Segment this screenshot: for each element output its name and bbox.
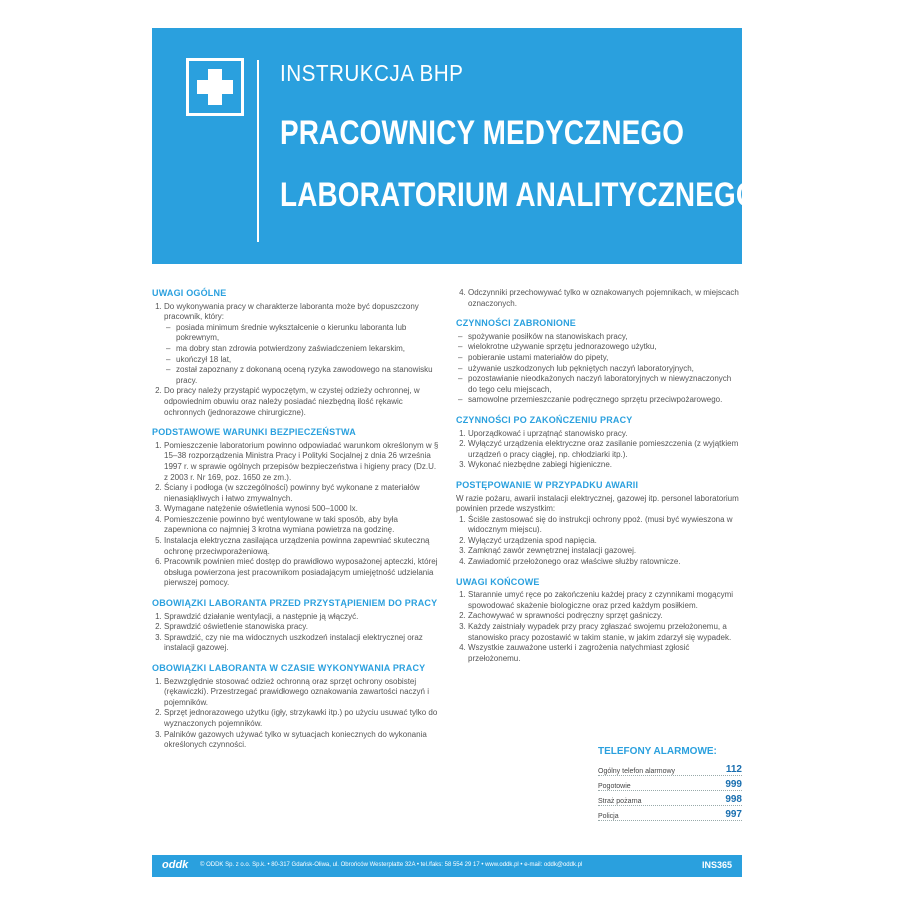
list-item: – wielokrotne używanie sprzętu jednorazowego użytku,: [468, 342, 742, 353]
list-item: 3. Wykonać niezbędne zabiegi higieniczne.: [468, 460, 742, 471]
section-final-notes: [456, 577, 742, 665]
footer-bar: [152, 855, 742, 877]
list-item: 4. Odczynniki przechowywać tylko w oznakowanych pojemnikach, w miejscach oznaczonych.: [468, 288, 742, 309]
list-item: – samowolne przemieszczanie podręcznego sprzętu przeciwpożarowego.: [468, 395, 742, 406]
brand-logo: oddk: [162, 859, 189, 871]
page-title-line-1: PRACOWNICY MEDYCZNEGO: [280, 114, 685, 152]
emergency-phones: [598, 746, 742, 821]
section-heading: UWAGI KOŃCOWE: [456, 576, 540, 587]
list-item: 5. Instalacja elektryczna zasilająca urządzenia powinna zapewniać skuteczną ochronę przeciwporażeniową.: [164, 536, 440, 557]
list-item: 1. Starannie umyć ręce po zakończeniu każdej pracy z czynnikami mogącymi spowodować skażenie biologiczne oraz przed każdym posiłkiem.: [468, 590, 742, 611]
list-item: – posiada minimum średnie wykształcenie o kierunku laboranta lub pokrewnym,: [176, 323, 440, 344]
list-item: – został zapoznany z dokonaną oceną ryzyka zawodowego na stanowisku pracy.: [176, 365, 440, 386]
list-item: 3. Sprawdzić, czy nie ma widocznych uszkodzeń instalacji elektrycznej oraz instalacji gazowej.: [164, 633, 440, 654]
phone-label: Straż pożarna: [598, 798, 642, 805]
list-item: 2. Ściany i podłoga (w szczególności) powinny być wykonane z materiałów nienasiąkliwych i łatwo zmywalnych.: [164, 483, 440, 504]
phone-number: 999: [725, 779, 742, 790]
list-item: 3. Każdy zaistniały wypadek przy pracy zgłaszać swojemu przełożonemu, a stanowisko pracy pozostawić w takim stanie, w jakim zdarzył się wypadek.: [468, 622, 742, 643]
phone-row: [598, 791, 742, 806]
phones-title: TELEFONY ALARMOWE:: [598, 746, 717, 757]
section-emergency: [456, 480, 742, 568]
header-banner: [152, 28, 758, 264]
section-intro: W razie pożaru, awarii instalacji elektrycznej, gazowej itp. personel laboratorium powinien przede wszystkim:: [456, 493, 739, 514]
list-item: – ma dobry stan zdrowia potwierdzony zaświadczeniem lekarskim,: [176, 344, 440, 355]
list-item: 6. Pracownik powinien mieć dostęp do prawidłowo wyposażonej apteczki, której obsługa powierzona jest pracownikom posiadającym umiejętność udzielania pierwszej pomocy.: [164, 557, 440, 589]
section-heading: POSTĘPOWANIE W PRZYPADKU AWARII: [456, 479, 639, 490]
right-column: [456, 288, 742, 673]
first-aid-cross-icon: [186, 58, 244, 116]
section-prohibited: [456, 318, 742, 406]
phone-label: Pogotowie: [598, 783, 631, 790]
phone-label: Policja: [598, 813, 619, 820]
list-item: 2. Wyłączyć urządzenia elektryczne oraz zasilanie pomieszczenia (z wyjątkiem urządzeń o pracy ciągłej, np. chłodziarki itp.).: [468, 439, 742, 460]
list-item: 1. Sprawdzić działanie wentylacji, a następnie ją włączyć.: [164, 612, 440, 623]
list-item: 4. Pomieszczenie powinno być wentylowane w taki sposób, aby była zapewniona co najmniej 3 krotna wymiana powietrza na godzinę.: [164, 515, 440, 536]
section-heading: OBOWIĄZKI LABORANTA PRZED PRZYSTĄPIENIEM DO PRACY: [152, 598, 438, 609]
list-item: 1. Do wykonywania pracy w charakterze laboranta może być dopuszczony pracownik, który: – posiada minimum średnie wykształcenie o kierunku laboranta lub pokrewnym, – ma dobry stan zdrowia potwierdzony zaświadczeniem lekarskim, – ukończył 18 lat, – został zapoznany z dokonaną oceną ryzyka zawodowego na stanowisku pracy.: [164, 302, 440, 387]
phone-row: [598, 761, 742, 776]
list-item: 2. Sprawdzić oświetlenie stanowiska pracy.: [164, 622, 440, 633]
phone-row: [598, 776, 742, 791]
section-during-work-continued: [456, 288, 742, 309]
section-safety-conditions: [152, 427, 440, 589]
section-before-work: [152, 598, 440, 654]
phone-label: Ogólny telefon alarmowy: [598, 768, 676, 775]
list-item: 1. Bezwzględnie stosować odzież ochronną oraz sprzęt ochrony osobistej (rękawiczki). Przestrzegać prawidłowego oznakowania zawartości naczyń i pojemników.: [164, 677, 440, 709]
list-item: 2. Sprzęt jednorazowego użytku (igły, strzykawki itp.) po użyciu usuwać tylko do wyznaczonych pojemników.: [164, 708, 440, 729]
section-after-work: [456, 415, 742, 471]
list-item: 2. Do pracy należy przystąpić wypoczętym, w czystej odzieży ochronnej, w odpowiednim obuwiu oraz należy posiadać niezbędną ilość rękawic ochronnych (jednorazowe chirurgiczne).: [164, 386, 440, 418]
list-item: 4. Wszystkie zauważone usterki i zagrożenia natychmiast zgłosić przełożonemu.: [468, 643, 742, 664]
phone-number: 997: [725, 809, 742, 820]
list-item: 4. Zawiadomić przełożonego oraz właściwe służby ratownicze.: [468, 557, 742, 568]
list-item: – używanie uszkodzonych lub pękniętych naczyń laboratoryjnych,: [468, 364, 742, 375]
header-divider: [257, 60, 259, 242]
phone-number: 998: [725, 794, 742, 805]
list-item: 2. Zachowywać w sprawności podręczny sprzęt gaśniczy.: [468, 611, 742, 622]
page-title-line-2: LABORATORIUM ANALITYCZNEGO: [280, 176, 758, 214]
document-code: INS365: [701, 860, 732, 870]
section-heading: PODSTAWOWE WARUNKI BEZPIECZEŃSTWA: [152, 427, 356, 438]
phone-number: 112: [725, 764, 742, 775]
header-kicker: INSTRUKCJA BHP: [280, 60, 464, 86]
list-item: 3. Wymagane natężenie oświetlenia wynosi 500–1000 lx.: [164, 504, 440, 515]
list-item: 1. Uporządkować i uprzątnąć stanowisko pracy.: [468, 429, 742, 440]
footer-contact: © ODDK Sp. z o.o. Sp.k. • 80-317 Gdańsk-Oliwa, ul. Obrońców Westerplatte 32A • tel./faks: 58 554 29 17 • www.oddk.pl • e-mail: oddk@oddk.pl: [200, 862, 583, 868]
list-item: – pobieranie ustami materiałów do pipety,: [468, 353, 742, 364]
left-column: [152, 288, 440, 760]
section-general-notes: [152, 288, 440, 418]
list-item: 1. Ściśle zastosować się do instrukcji ochrony ppoż. (musi być wywieszona w widocznym miejscu).: [468, 515, 742, 536]
section-during-work: [152, 663, 440, 751]
list-item: 3. Zamknąć zawór zewnętrznej instalacji gazowej.: [468, 546, 742, 557]
phone-row: [598, 806, 742, 821]
list-item: – ukończył 18 lat,: [176, 355, 440, 366]
section-heading: CZYNNOŚCI ZABRONIONE: [456, 318, 577, 329]
list-item: – spożywanie posiłków na stanowiskach pracy,: [468, 332, 742, 343]
section-heading: CZYNNOŚCI PO ZAKOŃCZENIU PRACY: [456, 414, 633, 425]
list-item: 3. Palników gazowych używać tylko w sytuacjach koniecznych do wykonania określonych czynności.: [164, 730, 440, 751]
list-item: – pozostawianie nieodkażonych naczyń laboratoryjnych w niewyznaczonych do tego celu miejscach,: [468, 374, 742, 395]
section-heading: OBOWIĄZKI LABORANTA W CZASIE WYKONYWANIA PRACY: [152, 663, 426, 673]
section-heading: UWAGI OGÓLNE: [152, 288, 227, 298]
list-item: 2. Wyłączyć urządzenia spod napięcia.: [468, 536, 742, 547]
list-item: 1. Pomieszczenie laboratorium powinno odpowiadać warunkom określonym w § 15–38 rozporządzenia Ministra Pracy i Polityki Socjalnej z dnia 26 września 1997 r. w sprawie ogólnych przepisów bezpieczeństwa i higieny pracy (Dz.U. z 2003 r. Nr 169, poz. 1650 ze zm.).: [164, 441, 440, 483]
